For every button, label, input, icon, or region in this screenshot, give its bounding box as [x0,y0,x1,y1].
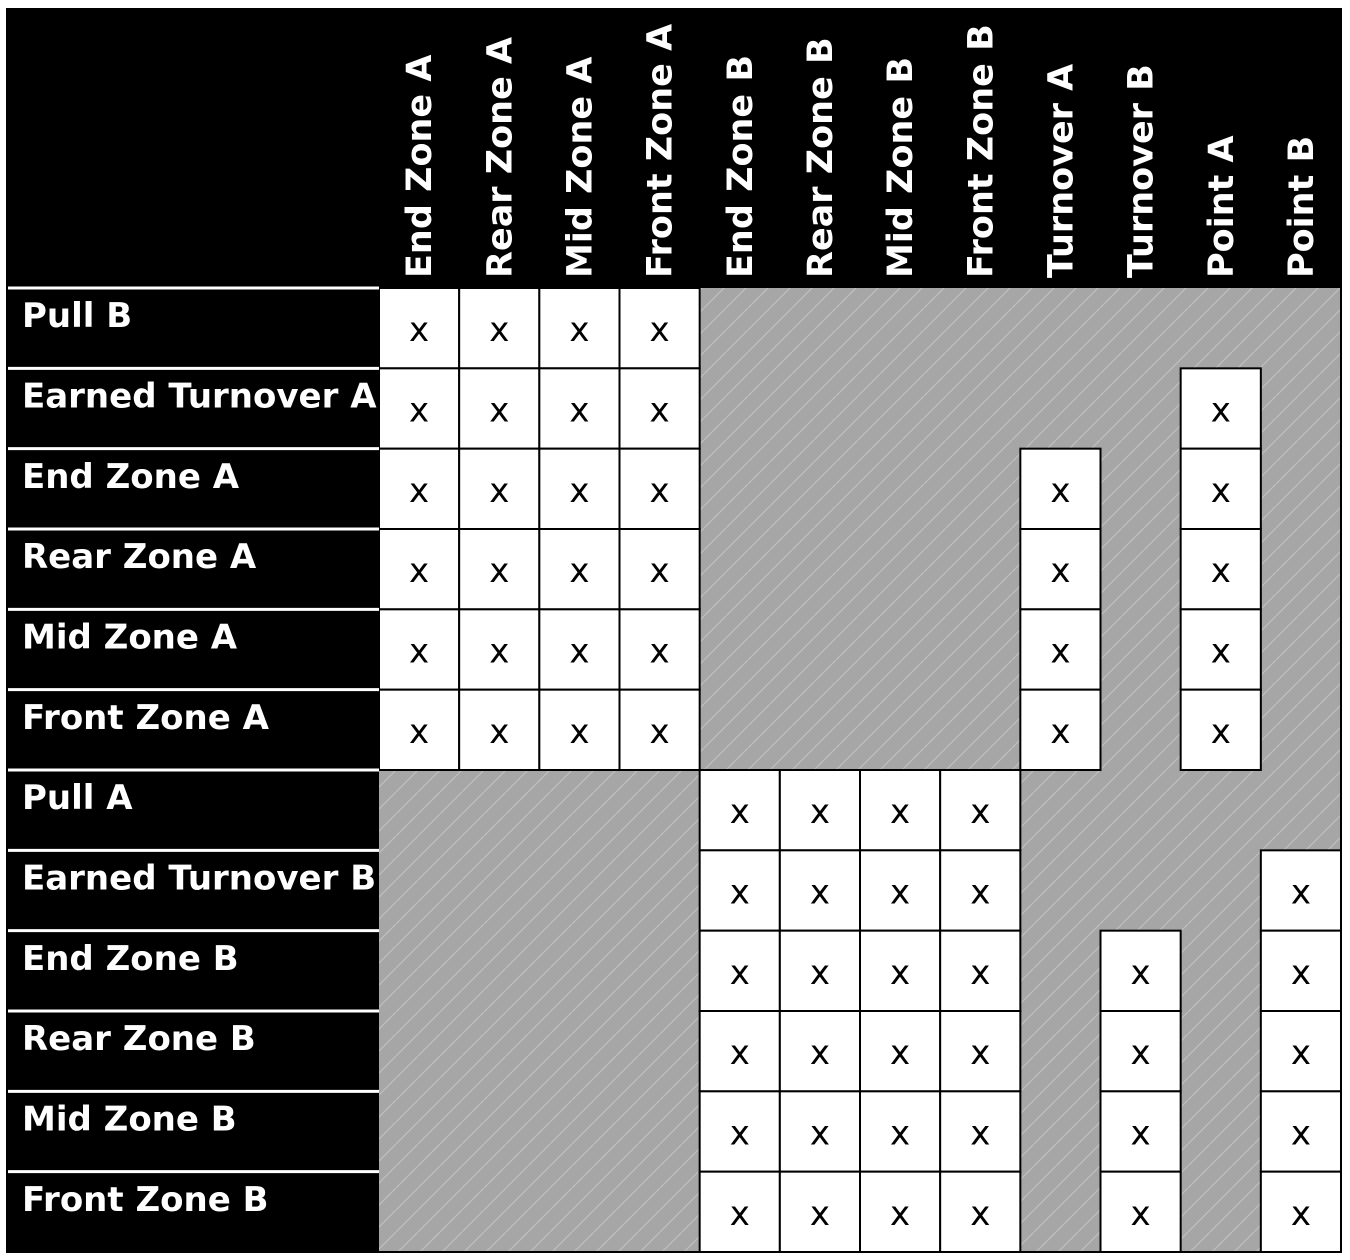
cell-mark: x [1210,551,1231,592]
cell-mark: x [890,792,911,833]
cell-mark: x [489,470,510,511]
cell-mark: x [809,872,830,913]
cell-mark: x [890,1033,911,1074]
column-header: Rear Zone A [480,36,521,278]
column-header: Mid Zone B [881,56,922,278]
row-label: Front Zone A [22,697,269,738]
column-header: Mid Zone A [560,56,601,278]
cell-mark: x [1290,1113,1311,1154]
cell-mark: x [809,952,830,993]
row-label: Earned Turnover A [22,376,377,417]
column-header: Front Zone A [640,23,681,278]
row-label: Rear Zone A [22,537,257,578]
cell-mark: x [569,711,590,752]
cell-mark: x [1130,1193,1151,1234]
cell-mark: x [1290,952,1311,993]
cell-mark: x [1290,1033,1311,1074]
column-header: End Zone A [400,54,441,278]
cell-mark: x [970,1113,991,1154]
cell-mark: x [890,1113,911,1154]
cell-mark: x [569,390,590,431]
cell-mark: x [1130,1033,1151,1074]
cell-mark: x [1050,631,1071,672]
cell-mark: x [649,631,670,672]
row-label: Rear Zone B [22,1019,256,1060]
column-header: Front Zone B [961,24,1002,278]
row-label: End Zone A [22,456,240,497]
cell-mark: x [409,390,430,431]
cell-mark: x [729,1113,750,1154]
cell-mark: x [1290,1193,1311,1234]
cell-mark: x [729,1193,750,1234]
cell-mark: x [1050,551,1071,592]
cell-mark: x [809,792,830,833]
column-header: End Zone B [720,54,761,278]
cell-mark: x [890,872,911,913]
column-header: Point B [1281,135,1322,278]
cell-mark: x [970,792,991,833]
row-label: Pull A [22,778,133,819]
cell-mark: x [809,1193,830,1234]
column-header: Rear Zone B [800,37,841,278]
cell-mark: x [890,1193,911,1234]
cell-mark: x [489,711,510,752]
cell-mark: x [970,872,991,913]
cell-mark: x [1050,711,1071,752]
cell-mark: x [489,310,510,351]
cell-mark: x [489,390,510,431]
cell-mark: x [1130,952,1151,993]
row-label: Mid Zone B [22,1099,237,1140]
row-label: Mid Zone A [22,617,238,658]
row-label: Earned Turnover B [22,858,377,899]
cell-mark: x [569,470,590,511]
cell-mark: x [809,1033,830,1074]
cell-mark: x [729,1033,750,1074]
cell-mark: x [649,711,670,752]
cell-mark: x [890,952,911,993]
cell-mark: x [1130,1113,1151,1154]
cell-mark: x [729,792,750,833]
cell-mark: x [1210,631,1231,672]
cell-mark: x [1210,711,1231,752]
cell-mark: x [970,1033,991,1074]
cell-mark: x [1050,470,1071,511]
cell-mark: x [409,470,430,511]
cell-mark: x [569,310,590,351]
cell-mark: x [1210,470,1231,511]
cell-mark: x [569,631,590,672]
cell-mark: x [970,952,991,993]
cell-mark: x [569,551,590,592]
cell-mark: x [409,711,430,752]
cell-mark: x [729,872,750,913]
cell-mark: x [809,1113,830,1154]
column-header: Turnover B [1121,64,1162,278]
cell-mark: x [729,952,750,993]
cell-mark: x [649,390,670,431]
cell-mark: x [1210,390,1231,431]
cell-mark: x [409,551,430,592]
row-label: Front Zone B [22,1179,269,1220]
cell-mark: x [409,310,430,351]
row-label: End Zone B [22,938,239,979]
cell-mark: x [409,631,430,672]
cell-mark: x [489,631,510,672]
column-header: Point A [1201,135,1242,278]
cell-mark: x [970,1193,991,1234]
column-header: Turnover A [1041,63,1082,278]
row-label: Pull B [22,296,133,337]
cell-mark: x [649,310,670,351]
cell-mark: x [1290,872,1311,913]
cell-mark: x [489,551,510,592]
cell-mark: x [649,551,670,592]
cell-mark: x [649,470,670,511]
